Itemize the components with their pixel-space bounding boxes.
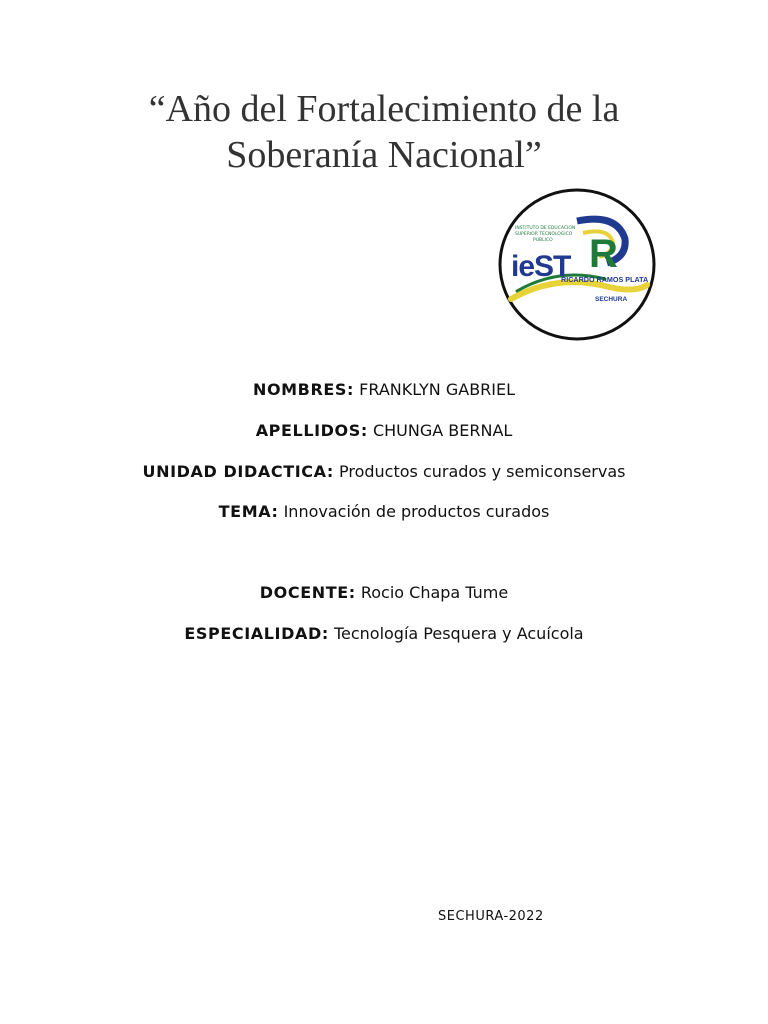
apellidos-label: APELLIDOS: [255, 421, 368, 440]
unidad-value: Productos curados y semiconservas [333, 462, 626, 481]
title-line-1: “Año del Fortalecimiento de la [148, 88, 620, 130]
field-tema [0, 502, 768, 522]
logo-tagline-3: PUBLICO [533, 238, 553, 243]
unidad-label: UNIDAD DIDACTICA: [142, 462, 334, 481]
apellidos-value: CHUNGA BERNAL [367, 421, 513, 440]
field-especialidad [0, 624, 768, 644]
logo-institution-name: RICARDO RAMOS PLATA [561, 275, 649, 284]
institution-logo [497, 187, 657, 342]
especialidad-value: Tecnología Pesquera y Acuícola [328, 624, 584, 643]
footer-place-year: SECHURA-2022 [438, 909, 544, 924]
especialidad-label: ESPECIALIDAD: [184, 624, 329, 643]
logo-main-text: ieST [511, 250, 571, 283]
tema-label: TEMA: [218, 502, 279, 521]
field-nombres [0, 380, 768, 400]
page-title [0, 86, 768, 178]
field-docente [0, 583, 768, 603]
docente-value: Rocio Chapa Tume [355, 583, 509, 602]
logo-city: SECHURA [595, 296, 628, 303]
tema-value: Innovación de productos curados [278, 502, 550, 521]
field-unidad-didactica [0, 462, 768, 482]
nombres-label: NOMBRES: [252, 380, 355, 399]
logo-tagline-2: SUPERIOR TECNOLOGICO [515, 232, 573, 237]
nombres-value: FRANKLYN GABRIEL [354, 380, 516, 399]
logo-letter: R [589, 232, 618, 276]
title-line-2: Soberanía Nacional” [226, 134, 542, 176]
docente-label: DOCENTE: [259, 583, 356, 602]
field-apellidos [0, 421, 768, 441]
logo-tagline-1: INSTITUTO DE EDUCACION [515, 226, 576, 231]
